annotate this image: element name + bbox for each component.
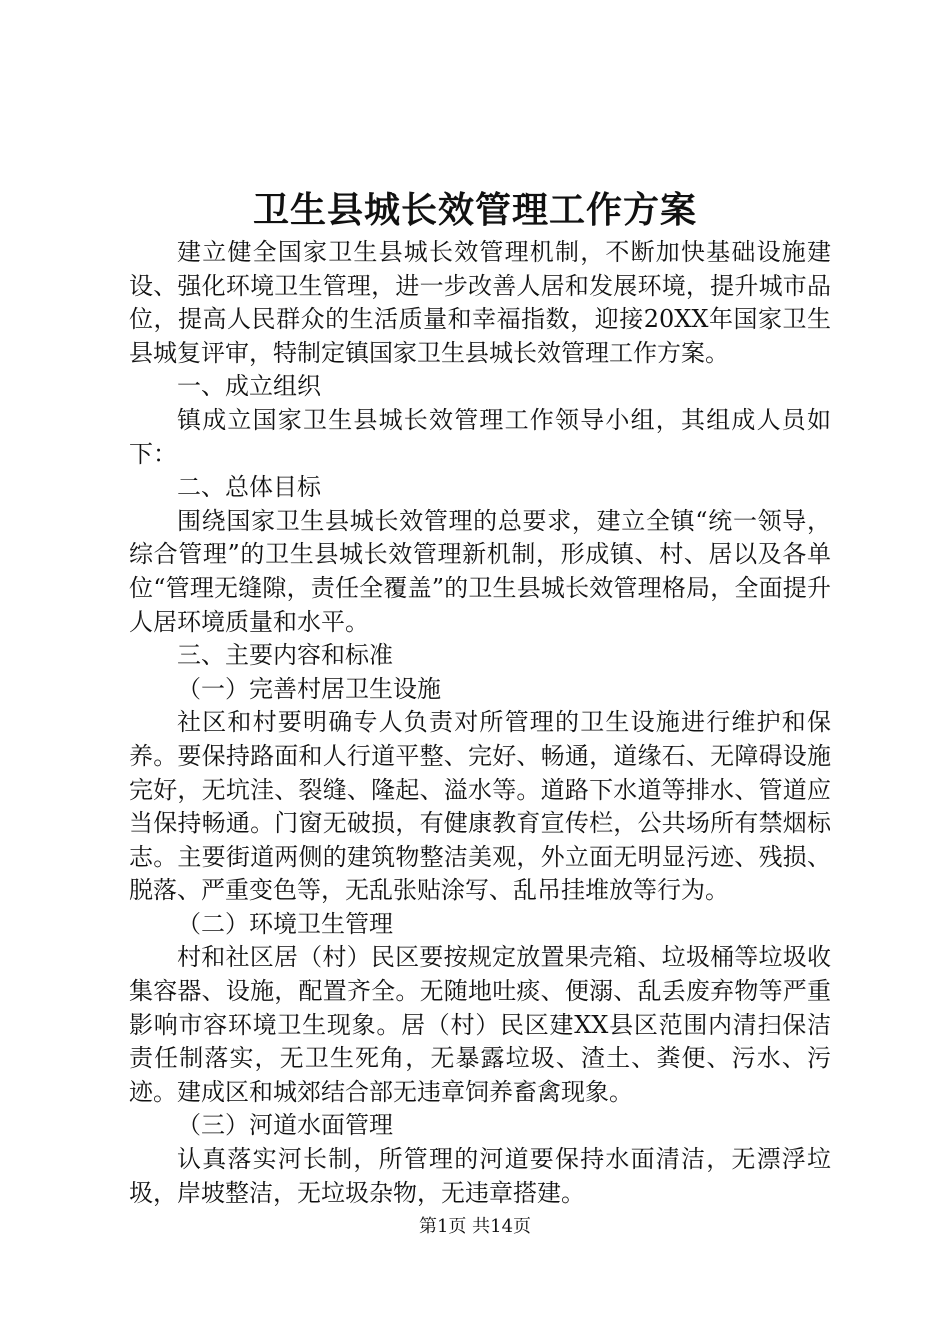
sanitation-paragraph: 村和社区居（村）民区要按规定放置果壳箱、垃圾桶等垃圾收集容器、设施，配置齐全。无随地吐痰、便溺、乱丢废弃物等严重影响市容环境卫生现象。居（村）民区建XX县区范围内清扫保洁责任制落实，无卫生死角，无暴露垃圾、渣土、粪便、污水、污迹。建成区和城郊结合部无违章饲养畜禽现象。 <box>129 943 831 1106</box>
subsection-heading-sanitation: （二）环境卫生管理 <box>177 909 393 938</box>
river-paragraph: 认真落实河长制，所管理的河道要保持水面清洁，无漂浮垃圾，岸坡整洁，无垃圾杂物，无违章搭建。 <box>129 1145 831 1207</box>
goals-paragraph: 围绕国家卫生县城长效管理的总要求，建立全镇“统一领导，综合管理”的卫生县城长效管理新机制，形成镇、村、居以及各单位“管理无缝隙，责任全覆盖”的卫生县城长效管理格局，全面提升人居环境质量和水平。 <box>129 506 831 636</box>
facilities-paragraph: 社区和村要明确专人负责对所管理的卫生设施进行维护和保养。要保持路面和人行道平整、完好、畅通，道缘石、无障碍设施完好，无坑洼、裂缝、隆起、溢水等。道路下水道等排水、管道应当保持畅通。门窗无破损，有健康教育宣传栏，公共场所有禁烟标志。主要街道两侧的建筑物整洁美观，外立面无明显污迹、残损、脱落、严重变色等，无乱张贴涂写、乱吊挂堆放等行为。 <box>129 708 831 905</box>
intro-paragraph: 建立健全国家卫生县城长效管理机制，不断加快基础设施建设、强化环境卫生管理，进一步改善人居和发展环境，提升城市品位，提高人民群众的生活质量和幸福指数，迎接20XX年国家卫生县城复评审，特制定镇国家卫生县城长效管理工作方案。 <box>129 238 831 367</box>
section-heading-content-standards: 三、主要内容和标准 <box>177 641 393 670</box>
document-title: 卫生县城长效管理工作方案 <box>252 189 697 231</box>
page-indicator: 第1页 共14页 <box>418 1216 532 1237</box>
organization-paragraph: 镇成立国家卫生县城长效管理工作领导小组，其组成人员如下： <box>129 405 831 468</box>
subsection-heading-facilities: （一）完善村居卫生设施 <box>177 674 441 703</box>
subsection-heading-river: （三）河道水面管理 <box>177 1111 393 1140</box>
section-heading-organization: 一、成立组织 <box>177 372 321 401</box>
section-heading-goals: 二、总体目标 <box>177 473 321 502</box>
document-body <box>129 236 831 1210</box>
